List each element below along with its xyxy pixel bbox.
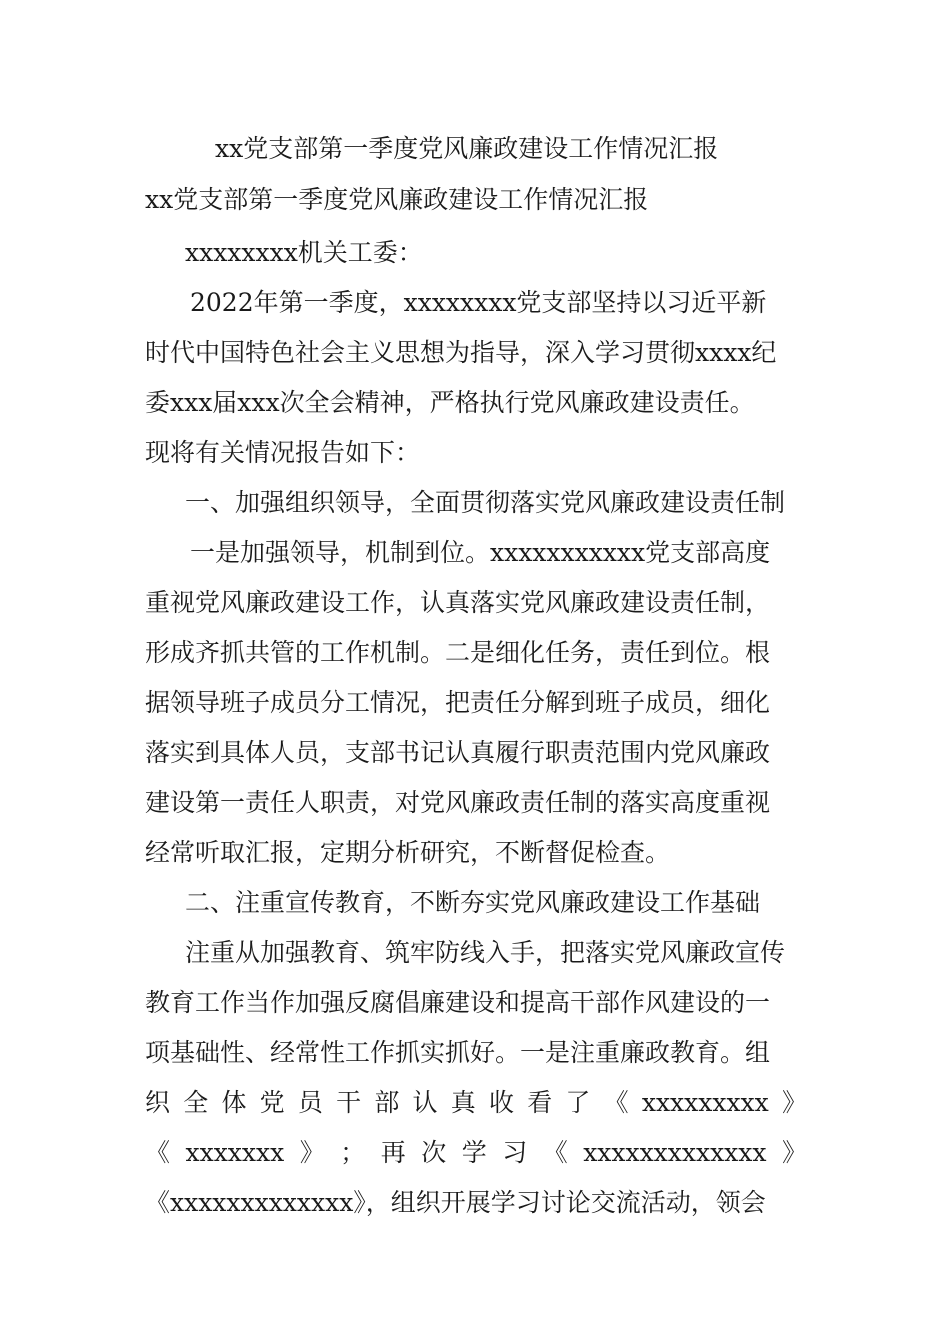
document-subtitle: xx党支部第一季度党风廉政建设工作情况汇报 — [145, 185, 649, 214]
paragraph-line: 教育工作当作加强反腐倡廉建设和提高干部作风建设的一 — [145, 988, 771, 1017]
spread-token: 《 — [542, 1138, 568, 1167]
spread-token: 习 — [502, 1138, 528, 1167]
paragraph-line: 一是加强领导，机制到位。xxxxxxxxxxx党支部高度 — [190, 538, 771, 567]
paragraph-line: 形成齐抓共管的工作机制。二是细化任务，责任到位。根 — [145, 638, 771, 667]
paragraph-line: 重视党风廉政建设工作，认真落实党风廉政建设责任制， — [145, 588, 771, 617]
spread-token: 》 — [299, 1138, 325, 1167]
spread-token: xxxxxxxxx — [641, 1088, 769, 1117]
spread-token: 学 — [461, 1138, 487, 1167]
spread-token: 《 — [145, 1138, 171, 1167]
paragraph-line: 委xxx届xxx次全会精神，严格执行党风廉政建设责任。 — [145, 388, 755, 417]
spread-token: ； — [340, 1138, 366, 1167]
spread-token: 次 — [421, 1138, 447, 1167]
spread-token: 收 — [488, 1088, 514, 1117]
spread-token: 真 — [450, 1088, 476, 1117]
salutation: xxxxxxxx机关工委： — [185, 238, 423, 267]
spread-token: 体 — [221, 1088, 247, 1117]
paragraph-line: 现将有关情况报告如下： — [145, 438, 421, 467]
spread-line-2 — [145, 1137, 807, 1169]
paragraph-line: 《xxxxxxxxxxxxx》，组织开展学习讨论交流活动，领会 — [145, 1188, 766, 1217]
paragraph-line: 时代中国特色社会主义思想为指导，深入学习贯彻xxxx纪 — [145, 338, 777, 367]
spread-token: 织 — [145, 1088, 171, 1117]
paragraph-line: 落实到具体人员，支部书记认真履行职责范围内党风廉政 — [145, 738, 771, 767]
spread-token: 再 — [380, 1138, 406, 1167]
spread-token: 《 — [603, 1088, 629, 1117]
spread-token: 认 — [412, 1088, 438, 1117]
spread-token: 党 — [259, 1088, 285, 1117]
paragraph-line: 经常听取汇报，定期分析研究，不断督促检查。 — [145, 838, 671, 867]
section-heading-1: 一、加强组织领导，全面贯彻落实党风廉政建设责任制 — [185, 488, 786, 517]
spread-token: 了 — [565, 1088, 591, 1117]
document-title: xx党支部第一季度党风廉政建设工作情况汇报 — [215, 134, 719, 163]
paragraph-line: 建设第一责任人职责，对党风廉政责任制的落实高度重视 — [145, 788, 771, 817]
spread-token: 部 — [374, 1088, 400, 1117]
paragraph-line: 2022年第一季度，xxxxxxxx党支部坚持以习近平新 — [190, 288, 767, 317]
paragraph-line: 注重从加强教育、筑牢防线入手，把落实党风廉政宣传 — [185, 938, 786, 967]
spread-token: 看 — [527, 1088, 553, 1117]
paragraph-line: 项基础性、经常性工作抓实抓好。一是注重廉政教育。组 — [145, 1038, 771, 1067]
spread-line-1 — [145, 1087, 807, 1119]
spread-token: 》 — [781, 1088, 807, 1117]
spread-token: 员 — [297, 1088, 323, 1117]
spread-token: 干 — [336, 1088, 362, 1117]
spread-token: 全 — [183, 1088, 209, 1117]
paragraph-line: 据领导班子成员分工情况，把责任分解到班子成员，细化 — [145, 688, 771, 717]
spread-token: xxxxxxx — [185, 1138, 285, 1167]
section-heading-2: 二、注重宣传教育，不断夯实党风廉政建设工作基础 — [185, 888, 761, 917]
spread-token: xxxxxxxxxxxxx — [583, 1138, 767, 1167]
spread-token: 》 — [781, 1138, 807, 1167]
